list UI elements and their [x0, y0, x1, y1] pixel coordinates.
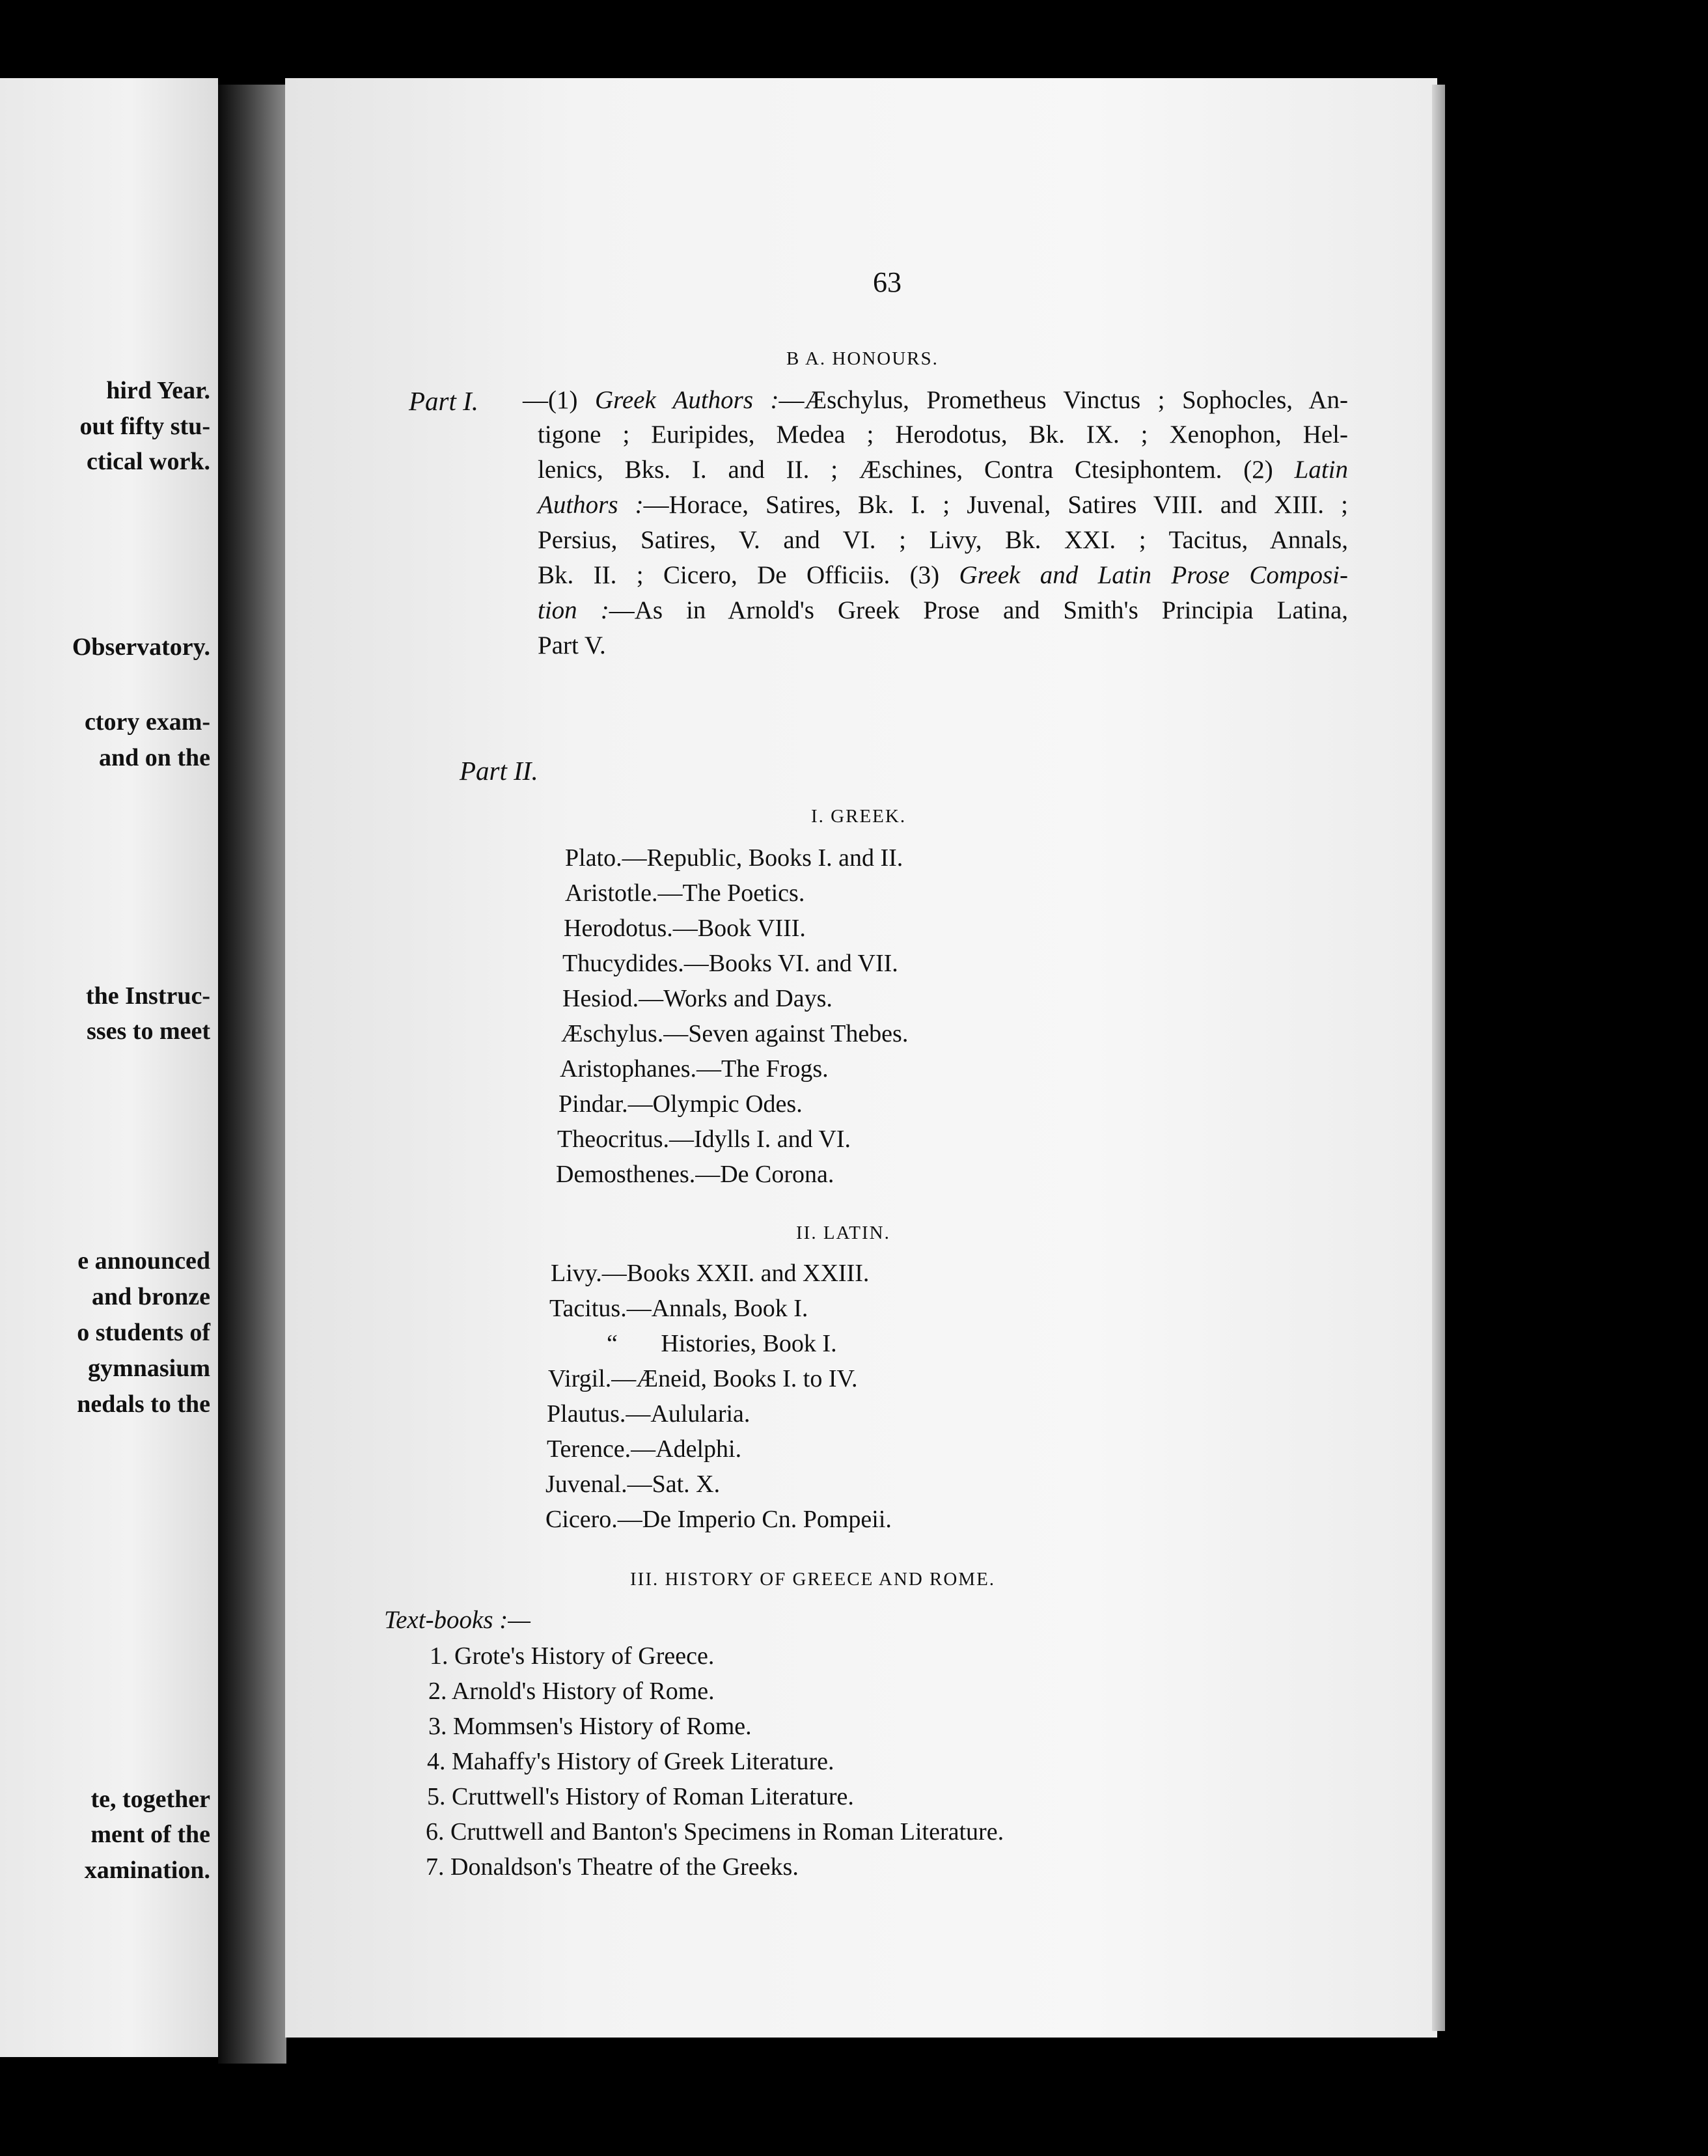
textbook-item: 1. Grote's History of Greece.: [430, 1642, 715, 1670]
textbook-item: 3. Mommsen's History of Rome.: [428, 1713, 752, 1740]
greek-heading: I. GREEK.: [811, 806, 907, 827]
list-item: Hesiod.—Works and Days.: [562, 985, 833, 1012]
left-page-line: o students of: [77, 1319, 210, 1346]
left-page-line: ment of the: [90, 1821, 210, 1848]
list-item: Theocritus.—Idylls I. and VI.: [557, 1126, 851, 1153]
latin-heading: II. LATIN.: [796, 1223, 890, 1243]
list-item: Aristotle.—The Poetics.: [565, 879, 805, 907]
list-item: Pindar.—Olympic Odes.: [558, 1090, 803, 1118]
text-run: lenics, Bks. I. and II. ; Æschines, Contra Ctesiphontem. (2): [538, 456, 1295, 484]
paragraph-line: [538, 455, 1348, 484]
paragraph-line: Part V.: [538, 631, 606, 659]
italic-run: Latin: [1294, 456, 1348, 484]
section-title: B A. HONOURS.: [786, 348, 939, 369]
left-page-line: hird Year.: [106, 377, 210, 404]
paragraph-line: [538, 490, 1348, 519]
text-run: —Æschylus, Prometheus Vinctus ; Sophocles, An-: [778, 386, 1348, 414]
italic-run: Greek and Latin Prose Composi-: [959, 561, 1349, 589]
list-item: Æschylus.—Seven against Thebes.: [561, 1020, 909, 1047]
left-page-line: ctical work.: [87, 448, 210, 475]
paragraph-line: [523, 385, 1348, 415]
text-run: —(1): [523, 386, 595, 414]
list-item: Plautus.—Aulularia.: [547, 1400, 751, 1428]
book-page: [285, 78, 1437, 2038]
left-page-line: and bronze: [92, 1283, 210, 1310]
paragraph-line: [538, 560, 1348, 590]
left-page-line: e announced: [77, 1247, 210, 1275]
paragraph-line: Persius, Satires, V. and VI. ; Livy, Bk. XXI. ; Tacitus, Annals,: [538, 526, 1348, 554]
left-page-line: sses to meet: [87, 1017, 210, 1045]
list-item: Demosthenes.—De Corona.: [556, 1161, 834, 1188]
list-item: Aristophanes.—The Frogs.: [560, 1055, 829, 1083]
paragraph-line: tigone ; Euripides, Medea ; Herodotus, Bk. IX. ; Xenophon, Hel-: [538, 421, 1348, 449]
italic-run: tion :: [538, 596, 609, 624]
list-item: Cicero.—De Imperio Cn. Pompeii.: [545, 1506, 892, 1533]
text-run: —Horace, Satires, Bk. I. ; Juvenal, Satires VIII. and XIII. ;: [643, 491, 1348, 519]
left-page-line: out fifty stu-: [79, 413, 210, 440]
textbook-item: 6. Cruttwell and Banton's Specimens in Roman Literature.: [426, 1818, 1004, 1845]
italic-run: Greek Authors :: [594, 386, 779, 414]
left-page-line: and on the: [98, 744, 210, 771]
text-run: —As in Arnold's Greek Prose and Smith's Principia Latina,: [609, 596, 1348, 624]
page-number: 63: [873, 266, 902, 298]
text-run: Bk. II. ; Cicero, De Officiis. (3): [538, 561, 959, 589]
list-item: Livy.—Books XXII. and XXIII.: [551, 1260, 870, 1287]
left-page-line: the Instruc-: [85, 982, 210, 1010]
left-page-line: Observatory.: [72, 633, 210, 661]
list-item: Tacitus.—Annals, Book I.: [549, 1295, 808, 1322]
left-page-line: ctory exam-: [84, 708, 210, 736]
textbook-item: 7. Donaldson's Theatre of the Greeks.: [426, 1853, 799, 1881]
left-page-line: gymnasium: [88, 1355, 210, 1382]
list-item: Thucydides.—Books VI. and VII.: [562, 950, 898, 977]
history-heading: III. HISTORY OF GREECE AND ROME.: [630, 1569, 996, 1590]
left-page-line: nedals to the: [77, 1390, 210, 1418]
list-item: “ Histories, Book I.: [607, 1330, 837, 1357]
book-gutter: [218, 85, 286, 2064]
list-item: Juvenal.—Sat. X.: [545, 1471, 721, 1498]
list-item: Herodotus.—Book VIII.: [564, 915, 806, 942]
part-two-label: Part II.: [460, 756, 538, 786]
textbooks-label: Text-books :—: [384, 1606, 530, 1634]
left-page-line: xamination.: [84, 1857, 210, 1884]
page-edge-stack: [1432, 85, 1445, 2031]
textbook-item: 4. Mahaffy's History of Greek Literature.: [427, 1748, 834, 1775]
list-item: Terence.—Adelphi.: [547, 1435, 742, 1463]
textbook-item: 2. Arnold's History of Rome.: [428, 1678, 715, 1705]
paragraph-line: [538, 596, 1348, 625]
part-one-label: Part I.: [409, 386, 479, 416]
left-page-fragment: [0, 78, 218, 2057]
list-item: Plato.—Republic, Books I. and II.: [565, 844, 903, 872]
textbook-item: 5. Cruttwell's History of Roman Literature.: [427, 1783, 854, 1810]
left-page-line: te, together: [90, 1786, 210, 1813]
italic-run: Authors :: [538, 491, 644, 519]
list-item: Virgil.—Æneid, Books I. to IV.: [548, 1365, 858, 1392]
